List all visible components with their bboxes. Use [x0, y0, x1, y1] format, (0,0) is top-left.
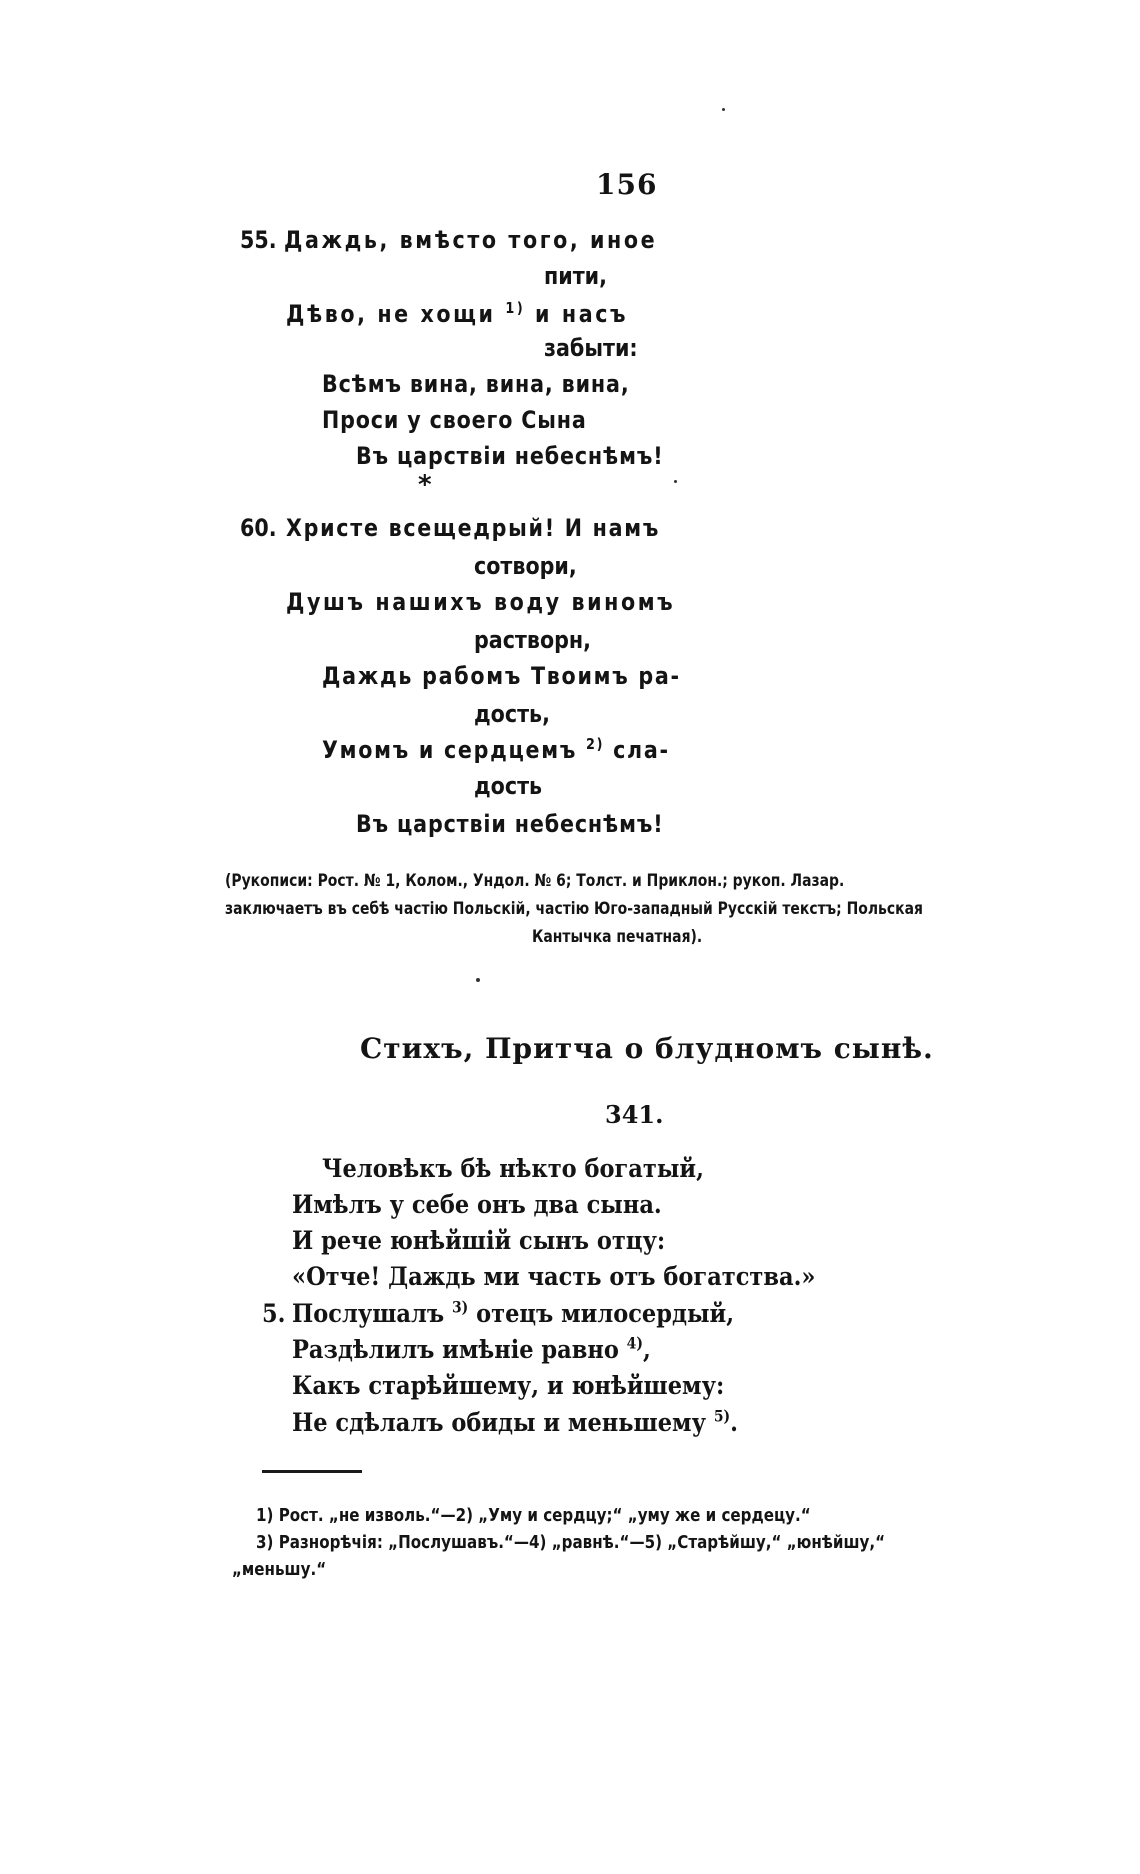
stray-mark: [674, 480, 677, 483]
footnote-ref: 1): [505, 299, 526, 318]
verse-line: Какъ старѣйшему, и юнѣйшему:: [292, 1371, 725, 1400]
footnote-ref: 4): [626, 1333, 643, 1353]
verse-line: Даждь, вмѣсто того, иное: [284, 226, 658, 254]
verse-text: ,: [642, 1335, 651, 1364]
verse-line: Въ царствіи небеснѣмъ!: [356, 442, 664, 470]
verse-line: И рече юнѣйшій сынъ отцу:: [292, 1226, 666, 1255]
verse-line: Всѣмъ вина, вина, вина,: [322, 370, 630, 398]
page-number: 156: [596, 168, 658, 201]
verse-line: дость,: [474, 700, 550, 728]
verse-text: отецъ милосердый,: [476, 1299, 735, 1328]
verse-line: Въ царствіи небеснѣмъ!: [356, 810, 664, 838]
source-note-line: Кантычка печатная).: [532, 927, 703, 947]
stray-mark: [722, 108, 725, 111]
verse-line: «Отче! Даждь ми часть отъ богатства.»: [292, 1262, 816, 1291]
verse-line: растворн,: [474, 626, 592, 654]
verse-text: .: [730, 1408, 738, 1437]
asterisk-divider: *: [418, 470, 432, 500]
footnote-ref: 2): [585, 735, 605, 754]
verse-line: Даждь рабомъ Твоимъ ра-: [322, 662, 681, 690]
footnote-ref: 5): [713, 1406, 731, 1426]
poem-number: 341.: [605, 1100, 664, 1129]
verse-line: [292, 1331, 651, 1368]
verse-line: забыти:: [544, 334, 638, 362]
verse-text: Раздѣлилъ имѣніе равно: [292, 1335, 619, 1364]
poem-title: Стихъ, Притча о блудномъ сынѣ.: [360, 1032, 934, 1065]
verse-line: Имѣлъ у себе онъ два сына.: [292, 1190, 662, 1219]
verse-line: [292, 1404, 738, 1441]
verse-line: [286, 296, 628, 332]
line-number: 60.: [240, 514, 277, 542]
verse-line: Душъ нашихъ воду виномъ: [286, 588, 676, 616]
source-note-line: (Рукописи: Рост. № 1, Колом., Ундол. № 6; Толст. и Приклон.; рукоп. Лазар.: [225, 871, 845, 891]
footnote-line: „меньшу.“: [232, 1559, 327, 1580]
source-note-line: заключаетъ въ себѣ частію Польскій, частію Юго-западный Русскій текстъ; Польская: [225, 899, 923, 919]
verse-line: пити,: [544, 262, 607, 290]
line-number: 5.: [262, 1299, 286, 1328]
verse-text: Умомъ и сердцемъ: [322, 736, 578, 764]
verse-text: Послушалъ: [292, 1299, 445, 1328]
verse-text: Дѣво, не хощи: [286, 300, 496, 328]
footnote-line: 3) Разнорѣчія: „Послушавъ.“—4) „равнѣ.“—5) „Старѣйшу,“ „юнѣйшу,“: [256, 1532, 886, 1553]
verse-text: и насъ: [535, 300, 629, 328]
line-number: 55.: [240, 226, 277, 254]
footnote-ref: 3): [451, 1297, 469, 1317]
footnote-line: 1) Рост. „не изволь.“—2) „Уму и сердцу;“ „уму же и сердецу.“: [256, 1505, 811, 1526]
verse-line: [292, 1295, 734, 1332]
verse-line: сотвори,: [474, 552, 577, 580]
verse-line: дость: [474, 772, 543, 800]
verse-line: Человѣкъ бѣ нѣкто богатый,: [322, 1154, 704, 1183]
footnote-rule: [262, 1470, 362, 1473]
verse-line: Проси у своего Сына: [322, 406, 587, 434]
verse-line: Христе всещедрый! И намъ: [286, 514, 661, 542]
verse-text: сла-: [613, 736, 670, 764]
verse-text: Не сдѣлалъ обиды и меньшему: [292, 1408, 706, 1437]
verse-line: [322, 732, 670, 768]
stray-mark: [476, 978, 480, 982]
